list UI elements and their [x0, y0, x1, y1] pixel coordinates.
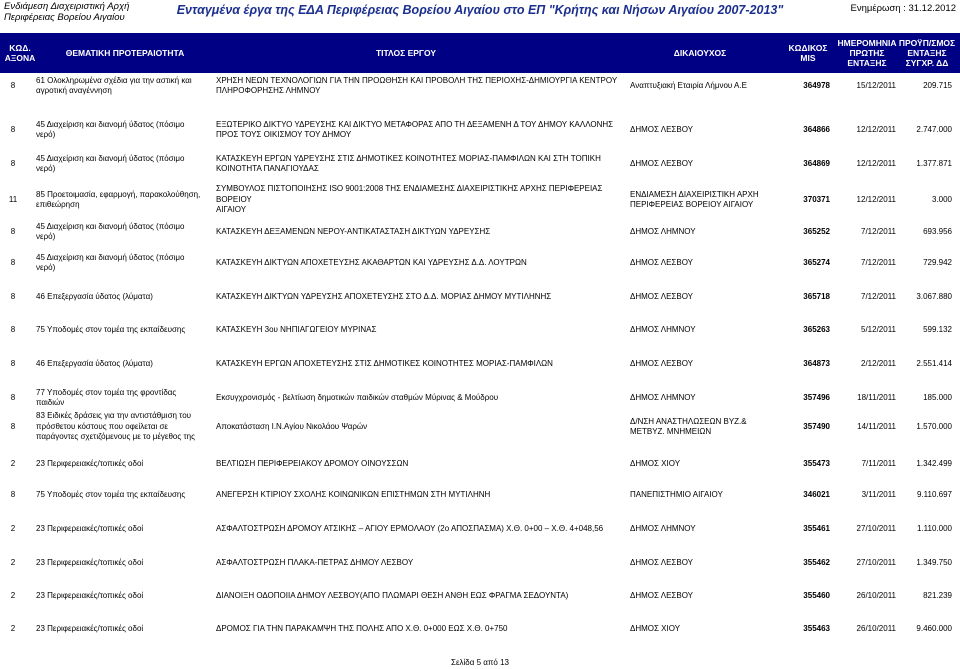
table-row	[0, 588, 960, 604]
inclusion-date: 7/12/2011	[861, 226, 896, 236]
project-title	[216, 383, 626, 413]
beneficiary	[630, 588, 788, 604]
mis-code: 370371	[803, 194, 830, 204]
project-title-line: ΚΑΤΑΣΚΕΥΗ ΔΙΚΤΥΩΝ ΑΠΟΧΕΤΕΥΣΗΣ ΑΚΑΘΑΡΤΩΝ ΚΑΙ ΥΔΡΕΥΣΗΣ Δ.Δ. ΛΟΥΤΡΩΝ	[216, 257, 527, 267]
beneficiary-line: ΔΗΜΟΣ ΛΗΜΝΟΥ	[630, 392, 696, 402]
thematic-priority	[36, 555, 212, 571]
thematic-priority	[36, 185, 212, 215]
page-header	[0, 0, 960, 24]
thematic-priority-line: 45 Διαχείριση και διανομή ύδατος (πόσιμο	[36, 221, 185, 231]
beneficiary	[630, 149, 788, 179]
thematic-priority-line: 45 Διαχείριση και διανομή ύδατος (πόσιμο	[36, 153, 185, 163]
budget-amount: 693.956	[923, 226, 952, 236]
thematic-priority	[36, 221, 212, 243]
axon-code: 2	[10, 557, 16, 567]
axon-code: 8	[10, 392, 16, 402]
table-row	[0, 289, 960, 305]
budget-amount: 1.570.000	[916, 421, 952, 431]
inclusion-date: 2/12/2011	[861, 358, 896, 368]
inclusion-date: 27/10/2011	[856, 523, 896, 533]
thematic-priority-line: 46 Επεξεργασία ύδατος (λύματα)	[36, 358, 153, 368]
mis-code: 357490	[803, 421, 830, 431]
beneficiary	[630, 487, 788, 503]
table-row	[0, 555, 960, 571]
inclusion-date: 15/12/2011	[856, 80, 896, 90]
mis-code: 365252	[803, 226, 830, 236]
axon-code: 8	[10, 421, 16, 431]
project-title	[216, 356, 626, 372]
table-row	[0, 68, 960, 104]
thematic-priority	[36, 621, 212, 637]
thematic-priority-line: 75 Υποδομές στον τομέα της εκπαίδευσης	[36, 324, 186, 334]
thematic-priority-line: 23 Περιφερειακές/τοπικές οδοί	[36, 557, 144, 567]
beneficiary	[630, 383, 788, 413]
project-title-line: ΚΟΙΝΟΤΗΤΑ ΠΑΝΑΓΙΟΥΔΑΣ	[216, 164, 319, 173]
inclusion-date: 18/11/2011	[857, 392, 896, 402]
project-title-line: ΑΣΦΑΛΤΟΣΤΡΩΣΗ ΔΡΟΜΟΥ ΑΤΣΙΚΗΣ – ΑΓΙΟΥ ΕΡΜΟΛΑΟΥ (2ο ΑΠΟΣΠΑΣΜΑ) Χ.Θ. 0+00 – Χ.Θ. 4+048,56	[216, 523, 604, 533]
project-title-line: ΚΑΤΑΣΚΕΥΗ ΕΡΓΩΝ ΑΠΟΧΕΤΕΥΣΗΣ ΣΤΙΣ ΔΗΜΟΤΙΚΕΣ ΚΟΙΝΟΤΗΤΕΣ ΜΟΡΙΑΣ-ΠΑΜΦΙΛΩΝ	[216, 358, 553, 368]
col-priority-header: ΘΕΜΑΤΙΚΗ ΠΡΟΤΕΡΑΙΟΤΗΤΑ	[65, 48, 185, 58]
thematic-priority-line: 45 Διαχείριση και διανομή ύδατος (πόσιμο	[36, 252, 185, 262]
project-title	[216, 322, 626, 338]
budget-amount: 729.942	[923, 257, 952, 267]
table-row	[0, 149, 960, 179]
budget-amount: 599.132	[923, 324, 952, 334]
axon-code: 8	[10, 158, 16, 168]
thematic-priority-line: 23 Περιφερειακές/τοπικές οδοί	[36, 590, 144, 600]
thematic-priority	[36, 456, 212, 472]
project-title	[216, 115, 626, 145]
thematic-priority	[36, 383, 212, 413]
beneficiary	[630, 356, 788, 372]
inclusion-date: 7/12/2011	[861, 291, 896, 301]
mis-code: 357496	[803, 392, 830, 402]
project-title	[216, 221, 626, 243]
col-title-header: ΤΙΤΛΟΣ ΕΡΓΟΥ	[375, 48, 437, 58]
beneficiary	[630, 250, 788, 276]
table-row	[0, 322, 960, 338]
project-title-line: ΚΑΤΑΣΚΕΥΗ ΕΡΓΩΝ ΥΔΡΕΥΣΗΣ ΣΤΙΣ ΔΗΜΟΤΙΚΕΣ ΚΟΙΝΟΤΗΤΕΣ ΜΟΡΙΑΣ-ΠΑΜΦΙΛΩΝ ΚΑΙ ΣΤΗ ΤΟΠΙΚΗ	[216, 153, 601, 163]
thematic-priority-line: 23 Περιφερειακές/τοπικές οδοί	[36, 623, 144, 633]
table-row	[0, 487, 960, 503]
axon-code: 2	[10, 590, 16, 600]
project-title	[216, 250, 626, 276]
budget-amount: 9.460.000	[916, 623, 952, 633]
thematic-priority	[36, 250, 212, 276]
project-title-line: ΑΝΕΓΕΡΣΗ ΚΤΙΡΙΟΥ ΣΧΟΛΗΣ ΚΟΙΝΩΝΙΚΩΝ ΕΠΙΣΤΗΜΩΝ ΣΤΗ ΜΥΤΙΛΗΝΗ	[216, 489, 491, 499]
col-beneficiary-header: ΔΙΚΑΙΟΥΧΟΣ	[673, 48, 727, 58]
budget-amount: 2.551.414	[916, 358, 952, 368]
beneficiary	[630, 411, 788, 443]
axon-code: 8	[10, 226, 16, 236]
beneficiary	[630, 185, 788, 215]
mis-code: 365274	[803, 257, 830, 267]
mis-code: 365718	[803, 291, 830, 301]
project-title-line: ΣΥΜΒΟΥΛΟΣ ΠΙΣΤΟΠΟΙΗΣΗΣ ISO 9001:2008 ΤΗΣ ΕΝΔΙΑΜΕΣΗΣ ΔΙΑΧΕΙΡΙΣΤΙΚΗΣ ΑΡΧΗΣ ΠΕΡΙΦΕΡΕΙΑΣ ΒΟΡΕΙΟΥ	[216, 184, 603, 204]
project-title	[216, 555, 626, 571]
inclusion-date: 5/12/2011	[861, 324, 896, 334]
beneficiary	[630, 456, 788, 472]
budget-amount: 1.377.871	[916, 158, 952, 168]
inclusion-date: 12/12/2011	[856, 194, 896, 204]
table-row	[0, 221, 960, 243]
beneficiary	[630, 555, 788, 571]
update-date: Ενημέρωση : 31.12.2012	[850, 3, 956, 14]
beneficiary-line: ΔΗΜΟΣ ΛΕΣΒΟΥ	[630, 124, 693, 134]
inclusion-date: 26/10/2011	[856, 623, 896, 633]
thematic-priority	[36, 521, 212, 537]
project-title-line: ΑΙΓΑΙΟΥ	[216, 205, 247, 215]
axon-code: 11	[8, 194, 18, 204]
table-row	[0, 383, 960, 413]
project-title-line: ΒΕΛΤΙΩΣΗ ΠΕΡΙΦΕΡΕΙΑΚΟΥ ΔΡΟΜΟΥ ΟΙΝΟΥΣΣΩΝ	[216, 458, 409, 468]
thematic-priority-line: 61 Ολοκληρωμένα σχέδια για την αστική και	[36, 75, 192, 85]
thematic-priority	[36, 356, 212, 372]
thematic-priority	[36, 149, 212, 179]
thematic-priority-line: επιθεώρηση	[36, 200, 80, 209]
project-title-line: ΔΡΟΜΟΣ ΓΙΑ ΤΗΝ ΠΑΡΑΚΑΜΨΗ ΤΗΣ ΠΟΛΗΣ ΑΠΟ Χ.Θ. 0+000 ΕΩΣ Χ.Θ. 0+750	[216, 623, 508, 633]
beneficiary-line: ΜΕΤΒΥΖ. ΜΝΗΜΕΙΩΝ	[630, 427, 712, 436]
project-title-line: ΠΛΗΡΟΦΟΡΗΣΗΣ ΛΗΜΝΟΥ	[216, 86, 321, 95]
beneficiary-line: Δ/ΝΣΗ ΑΝΑΣΤΗΛΩΣΕΩΝ ΒΥΖ.&	[630, 416, 747, 426]
table-row	[0, 356, 960, 372]
budget-amount: 3.067.880	[916, 291, 952, 301]
budget-amount: 3.000	[931, 194, 952, 204]
col-date-header: ΗΜΕΡΟΜΗΝΙΑ ΠΡΩΤΗΣ ΕΝΤΑΞΗΣ	[837, 38, 897, 68]
axon-code: 2	[10, 623, 16, 633]
beneficiary	[630, 221, 788, 243]
thematic-priority-line: πρόσθετου κόστους που οφείλεται σε	[36, 421, 168, 431]
table-header	[0, 33, 960, 73]
beneficiary-line: ΔΗΜΟΣ ΛΕΣΒΟΥ	[630, 158, 693, 168]
col-budget-header: ΠΡΟΫΠ/ΣΜΟΣ ΕΝΤΑΞΗΣ ΣΥΓΧΡ. ΔΔ	[898, 38, 956, 68]
axon-code: 8	[10, 291, 16, 301]
beneficiary-line: ΔΗΜΟΣ ΧΙΟΥ	[630, 458, 681, 468]
axon-code: 8	[10, 80, 16, 90]
page-number: Σελίδα 5 από 13	[451, 658, 509, 667]
thematic-priority	[36, 115, 212, 145]
mis-code: 365263	[803, 324, 830, 334]
thematic-priority	[36, 68, 212, 104]
mis-code: 364869	[803, 158, 830, 168]
inclusion-date: 3/11/2011	[861, 489, 896, 499]
beneficiary-line: ΔΗΜΟΣ ΛΗΜΝΟΥ	[630, 226, 696, 236]
beneficiary	[630, 621, 788, 637]
inclusion-date: 7/12/2011	[861, 257, 896, 267]
axon-code: 8	[10, 358, 16, 368]
project-title-line: Αποκατάσταση Ι.Ν.Αγίου Νικολάου Ψαρών	[216, 421, 368, 431]
thematic-priority	[36, 487, 212, 503]
budget-amount: 1.349.750	[916, 557, 952, 567]
beneficiary-line: ΕΝΔΙΑΜΕΣΗ ΔΙΑΧΕΙΡΙΣΤΙΚΗ ΑΡΧΗ	[630, 189, 759, 199]
beneficiary	[630, 68, 788, 104]
project-title-line: ΑΣΦΑΛΤΟΣΤΡΩΣΗ ΠΛΑΚΑ-ΠΕΤΡΑΣ ΔΗΜΟΥ ΛΕΣΒΟΥ	[216, 557, 414, 567]
project-title-line: ΚΑΤΑΣΚΕΥΗ ΔΙΚΤΥΩΝ ΥΔΡΕΥΣΗΣ ΑΠΟΧΕΤΕΥΣΗΣ ΣΤΟ Δ.Δ. ΜΟΡΙΑΣ ΔΗΜΟΥ ΜΥΤΙΛΗΝΗΣ	[216, 291, 552, 301]
beneficiary-line: ΔΗΜΟΣ ΛΕΣΒΟΥ	[630, 557, 693, 567]
inclusion-date: 14/11/2011	[857, 421, 896, 431]
thematic-priority	[36, 289, 212, 305]
inclusion-date: 12/12/2011	[856, 158, 896, 168]
project-title-line: ΔΙΑΝΟΙΞΗ ΟΔΟΠΟΙΙΑ ΔΗΜΟΥ ΛΕΣΒΟΥ(ΑΠΟ ΠΛΩΜΑΡΙ ΘΕΣΗ ΑΝΘΗ ΕΩΣ ΦΡΑΓΜΑ ΣΕΔΟΥΝΤΑ)	[216, 590, 569, 600]
document-title: Ενταγμένα έργα της ΕΔΑ Περιφέρειας Βορείου Αιγαίου στο ΕΠ "Κρήτης και Νήσων Αιγαίου 2007-2013"	[176, 3, 784, 17]
inclusion-date: 27/10/2011	[856, 557, 896, 567]
mis-code: 355462	[803, 557, 830, 567]
mis-code: 355461	[803, 523, 830, 533]
project-title	[216, 185, 626, 215]
table-row	[0, 521, 960, 537]
thematic-priority-line: νερό)	[36, 263, 56, 272]
project-title	[216, 456, 626, 472]
table-row	[0, 185, 960, 215]
beneficiary-line: ΠΕΡΙΦΕΡΕΙΑΣ ΒΟΡΕΙΟΥ ΑΙΓΑΙΟΥ	[630, 200, 754, 209]
axon-code: 2	[10, 523, 16, 533]
project-title	[216, 149, 626, 179]
thematic-priority-line: 23 Περιφερειακές/τοπικές οδοί	[36, 523, 144, 533]
mis-code: 364978	[803, 80, 830, 90]
inclusion-date: 12/12/2011	[856, 124, 896, 134]
axon-code: 8	[10, 124, 16, 134]
beneficiary-line: ΔΗΜΟΣ ΛΕΣΒΟΥ	[630, 291, 693, 301]
beneficiary-line: ΔΗΜΟΣ ΧΙΟΥ	[630, 623, 681, 633]
thematic-priority-line: 46 Επεξεργασία ύδατος (λύματα)	[36, 291, 153, 301]
table-row	[0, 411, 960, 443]
thematic-priority-line: 83 Ειδικές δράσεις για την αντιστάθμιση του	[36, 411, 192, 421]
beneficiary	[630, 289, 788, 305]
authority-line-1: Ενδιάμεση Διαχειριστική Αρχή	[4, 1, 130, 12]
beneficiary-line: ΔΗΜΟΣ ΛΗΜΝΟΥ	[630, 324, 696, 334]
project-title-line: ΧΡΗΣΗ ΝΕΩΝ ΤΕΧΝΟΛΟΓΙΩΝ ΓΙΑ ΤΗΝ ΠΡΟΩΘΗΣΗ ΚΑΙ ΠΡΟΒΟΛΗ ΤΗΣ ΠΕΡΙΟΧΗΣ-ΔΗΜΙΟΥΡΓΙΑ ΚΕΝΤΡΟΥ	[216, 75, 618, 85]
beneficiary	[630, 322, 788, 338]
thematic-priority-line: 45 Διαχείριση και διανομή ύδατος (πόσιμο	[36, 119, 185, 129]
project-title	[216, 411, 626, 443]
beneficiary-line: ΔΗΜΟΣ ΛΗΜΝΟΥ	[630, 523, 696, 533]
thematic-priority-line: 77 Υποδομές στον τομέα της φροντίδας	[36, 387, 177, 397]
table-row	[0, 250, 960, 276]
mis-code: 355473	[803, 458, 830, 468]
project-title	[216, 521, 626, 537]
project-title	[216, 487, 626, 503]
inclusion-date: 7/11/2011	[861, 458, 896, 468]
thematic-priority-line: 23 Περιφερειακές/τοπικές οδοί	[36, 458, 144, 468]
table-row	[0, 621, 960, 637]
beneficiary	[630, 521, 788, 537]
thematic-priority-line: παιδιών	[36, 398, 65, 407]
beneficiary-line: ΔΗΜΟΣ ΛΕΣΒΟΥ	[630, 358, 693, 368]
table-row	[0, 115, 960, 145]
budget-amount: 1.342.499	[916, 458, 952, 468]
budget-amount: 9.110.697	[917, 489, 952, 499]
thematic-priority-line: παράγοντες σχετιζόμενους με το μέγεθος της	[36, 432, 195, 442]
mis-code: 346021	[803, 489, 830, 499]
budget-amount: 1.110.000	[917, 523, 952, 533]
axon-code: 8	[10, 489, 16, 499]
mis-code: 355460	[803, 590, 830, 600]
project-title-line: ΚΑΤΑΣΚΕΥΗ 3ου ΝΗΠΙΑΓΩΓΕΙΟΥ ΜΥΡΙΝΑΣ	[216, 324, 377, 334]
project-title-line: ΚΑΤΑΣΚΕΥΗ ΔΕΞΑΜΕΝΩΝ ΝΕΡΟΥ-ΑΝΤΙΚΑΤΑΣΤΑΣΗ ΔΙΚΤΥΩΝ ΥΔΡΕΥΣΗΣ	[216, 226, 491, 236]
budget-amount: 821.239	[923, 590, 952, 600]
beneficiary	[630, 115, 788, 145]
axon-code: 8	[10, 324, 16, 334]
mis-code: 364866	[803, 124, 830, 134]
project-title	[216, 621, 626, 637]
axon-code: 2	[10, 458, 16, 468]
project-title-line: Εκσυγχρονισμός - βελτίωση δημοτικών παιδικών σταθμών Μύρινας & Μούδρου	[216, 392, 499, 402]
thematic-priority	[36, 588, 212, 604]
thematic-priority	[36, 411, 212, 443]
thematic-priority-line: αγροτική αναγέννηση	[36, 86, 112, 95]
thematic-priority-line: νερό)	[36, 164, 56, 173]
budget-amount: 209.715	[923, 80, 952, 90]
project-title	[216, 588, 626, 604]
thematic-priority-line: 85 Προετοιμασία, εφαρμογή, παρακολούθηση,	[36, 189, 201, 199]
project-title	[216, 289, 626, 305]
col-axon-header: ΚΩΔ. ΑΞΟΝΑ	[4, 43, 36, 63]
beneficiary-line: ΠΑΝΕΠΙΣΤΗΜΙΟ ΑΙΓΑΙΟΥ	[630, 489, 723, 499]
authority-line-2: Περιφέρειας Βορείου Αιγαίου	[4, 12, 125, 23]
project-title-line: ΠΡΟΣ ΤΟΥΣ ΟΙΚΙΣΜΟΥ ΤΟΥ ΔΗΜΟΥ	[216, 130, 352, 139]
beneficiary-line: Αναπτυξιακή Εταιρία Λήμνου Α.Ε	[630, 80, 747, 90]
axon-code: 8	[10, 257, 16, 267]
project-title-line: ΕΞΩΤΕΡΙΚΟ ΔΙΚΤΥΟ ΥΔΡΕΥΣΗΣ ΚΑΙ ΔΙΚΤΥΟ ΜΕΤΑΦΟΡΑΣ ΑΠΟ ΤΗ ΔΕΞΑΜΕΝΗ Δ ΤΟΥ ΔΗΜΟΥ ΚΑΛΛΟΝΗΣ	[216, 119, 614, 129]
thematic-priority-line: νερό)	[36, 130, 56, 139]
project-title	[216, 68, 626, 104]
inclusion-date: 26/10/2011	[856, 590, 896, 600]
budget-amount: 185.000	[923, 392, 952, 402]
budget-amount: 2.747.000	[916, 124, 952, 134]
thematic-priority-line: νερό)	[36, 232, 56, 241]
mis-code: 364873	[803, 358, 830, 368]
col-mis-header: ΚΩΔΙΚΟΣ MIS	[788, 43, 828, 63]
thematic-priority	[36, 322, 212, 338]
beneficiary-line: ΔΗΜΟΣ ΛΕΣΒΟΥ	[630, 257, 693, 267]
thematic-priority-line: 75 Υποδομές στον τομέα της εκπαίδευσης	[36, 489, 186, 499]
table-row	[0, 456, 960, 472]
beneficiary-line: ΔΗΜΟΣ ΛΕΣΒΟΥ	[630, 590, 693, 600]
mis-code: 355463	[803, 623, 830, 633]
